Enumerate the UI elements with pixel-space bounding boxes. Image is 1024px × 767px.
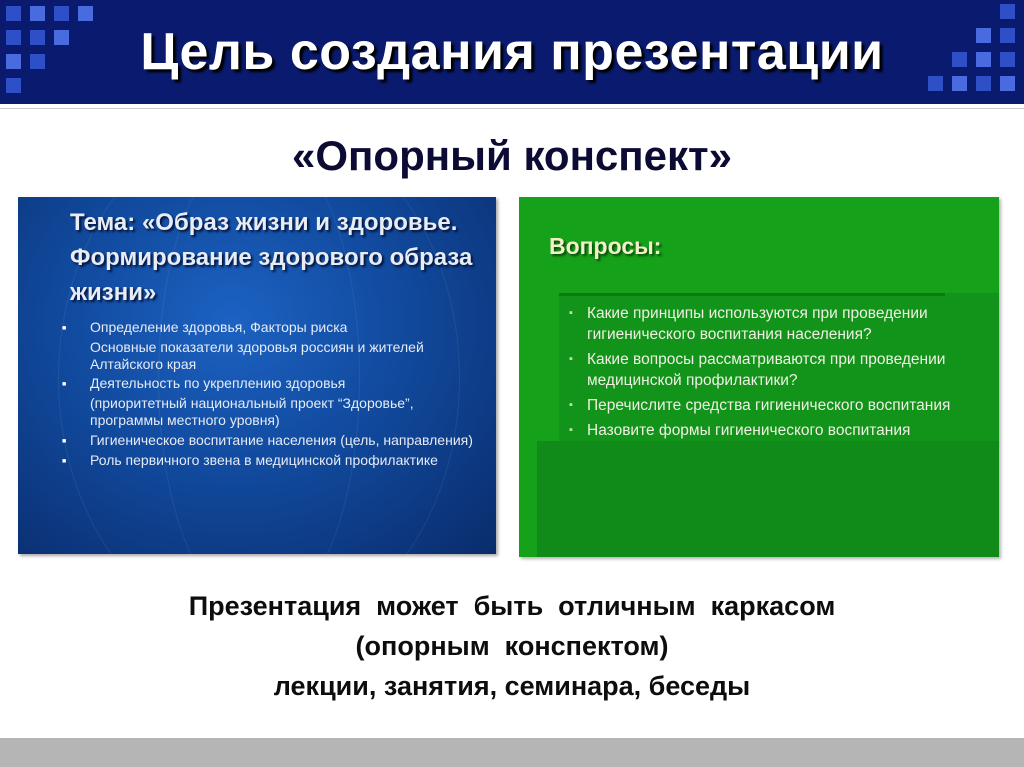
decor-square (78, 6, 93, 21)
questions-heading: Вопросы: (549, 233, 662, 259)
conclusion-text (0, 586, 1024, 706)
conclusion-line: (опорным конспектом) (355, 631, 669, 661)
question-item: ▪ Перечислите средства гигиенического воспитания (569, 395, 989, 416)
list-item: ■ Роль первичного звена в медицинской профилактике (58, 452, 488, 469)
slide-subtitle: «Опорный конспект» (292, 132, 732, 179)
decor-square (1000, 4, 1015, 19)
topic-heading: Тема: «Образ жизни и здоровье. Формирование здорового образа жизни» (70, 209, 473, 306)
list-item: (приоритетный национальный проект “Здоровье”, программы местного уровня) (90, 395, 414, 428)
panel-shading (537, 441, 999, 557)
question-item: ▪ Назовите формы гигиенического воспитания (569, 420, 989, 441)
decor-square (6, 6, 21, 21)
questions-list (569, 303, 989, 445)
topic-list (58, 319, 488, 471)
list-item: ■ Деятельность по укреплению здоровья (58, 375, 488, 392)
slide-header (0, 0, 1024, 104)
topic-panel (18, 197, 496, 554)
slide-title: Цель создания презентации (140, 23, 884, 81)
list-item: Основные показатели здоровья россиян и жителей Алтайского края (90, 339, 424, 372)
question-item: ▪ Какие принципы используются при проведении гигиенического воспитания населения? (569, 303, 989, 345)
list-item: ■ Гигиеническое воспитание населения (цель, направления) (58, 432, 488, 449)
decor-square (30, 6, 45, 21)
questions-panel (519, 197, 999, 557)
header-divider (0, 104, 1024, 109)
list-item: ■ Определение здоровья, Факторы риска (58, 319, 488, 336)
question-item: ▪ Какие вопросы рассматриваются при проведении медицинской профилактики? (569, 349, 989, 391)
conclusion-line: лекции, занятия, семинара, беседы (273, 671, 751, 701)
decor-square (54, 6, 69, 21)
conclusion-line: Презентация может быть отличным каркасом (188, 591, 836, 621)
panel-shading (559, 293, 945, 296)
footer-bar (0, 738, 1024, 767)
